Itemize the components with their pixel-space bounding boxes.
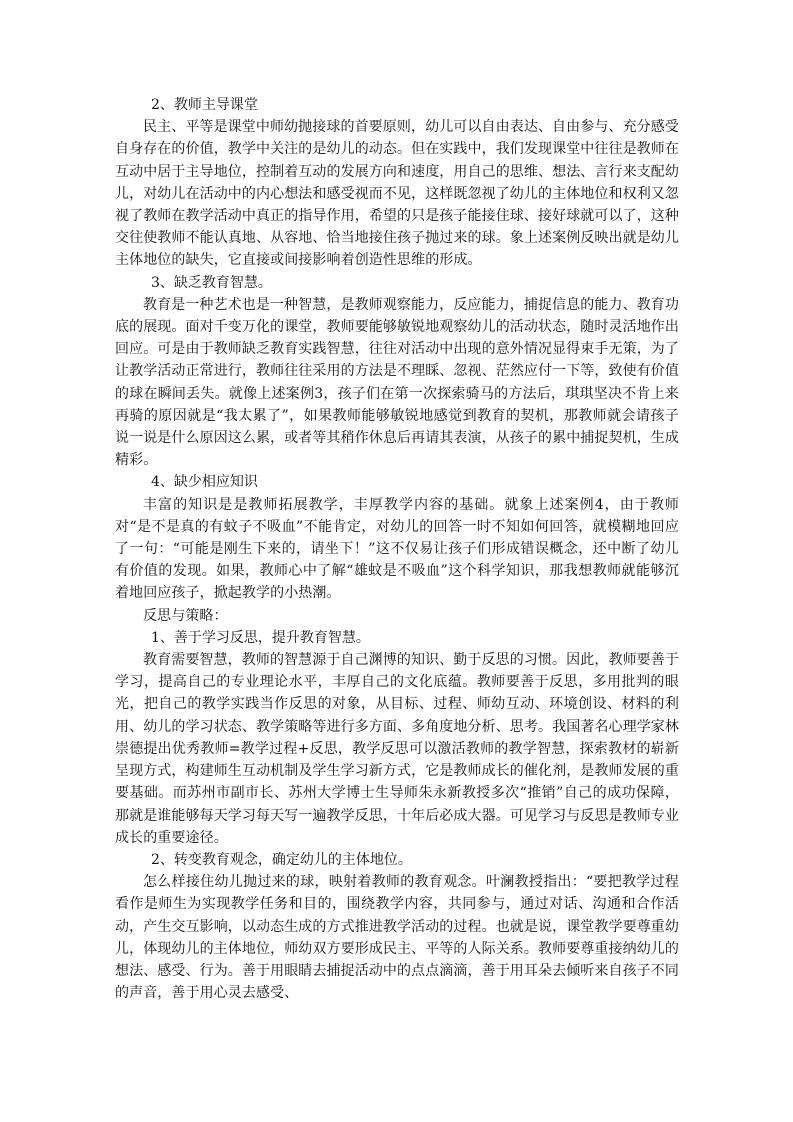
section-heading-learning-reflection: 1、善于学习反思，提升教育智慧。 xyxy=(151,629,370,646)
paragraph-catch-ball: 怎么样接住幼儿抛过来的球，映射着教师的教育观念。叶澜教授指出：“要把教学过程看作是师生为实现教学任务和目的，围绕教学内容，共同参与，通过对话、沟通和合作活动，产生交互影响，以动态生成的方式推进教学活动的过程。也就是说，课堂教学要尊重幼儿，体现幼儿的主体地位，师幼双方要形成民主、平等的人际关系。教师要尊重接纳幼儿的想法、感受、行为。善于用眼睛去捕捉活动中的点点滴滴，善于用耳朵去倾听来自孩子不同的声音，善于用心灵去感受、 xyxy=(115,874,679,1002)
paragraph-democracy-equality: 民主、平等是课堂中师幼抛接球的首要原则，幼儿可以自由表达、自由参与、充分感受自身存在的价值，教学中关注的是幼儿的动态。但在实践中，我们发现课堂中往往是教师在互动中居于主导地位，控制着互动的发展方向和速度，用自己的思维、想法、言行来支配幼儿，对幼儿在活动中的内心想法和感受视而不见，这样既忽视了幼儿的主体地位和权利又忽视了教师在教学活动中真正的指导作用，希望的只是孩子能接住球、接好球就可以了，这种交往使教师不能认真地、从容地、恰当地接住孩子抛过来的球。象上述案例反映出就是幼儿主体地位的缺失，它直接或间接影响着创造性思维的形成。 xyxy=(115,119,679,269)
paragraph-teacher-wisdom: 教育需要智慧，教师的智慧源于自己渊博的知识、勤于反思的习惯。因此，教师要善于学习，提高自己的专业理论水平，丰厚自己的文化底蕴。教师要善于反思，多用批判的眼光，把自己的教学实践当作反思的对象，从目标、过程、师幼互动、环境创设、材料的利用、幼儿的学习状态、教学策略等进行多方面、多角度地分析、思考。我国著名心理学家林崇德提出优秀教师=教学过程+反思，教学反思可以激活教师的教学智慧，探索教材的崭新呈现方式，构建师生互动机制及学生学习新方式，它是教师成长的催化剂，是教师发展的重要基础。而苏州市副市长、苏州大学博士生导师朱永新教授多次“推销”自己的成功保障，那就是谁能够每天学习每天写一遍教学反思，十年后必成大器。可见学习与反思是教师专业成长的重要途径。 xyxy=(115,652,679,846)
section-heading-child-subject: 2、转变教育观念，确定幼儿的主体地位。 xyxy=(151,851,412,868)
section-heading-lack-of-knowledge: 4、缺少相应知识 xyxy=(151,474,258,491)
paragraph-education-art: 教育是一种艺术也是一种智慧，是教师观察能力，反应能力，捕捉信息的能力、教育功底的展现。面对千变万化的课堂，教师要能够敏锐地观察幼儿的活动状态，随时灵活地作出回应。可是由于教师缺乏教育实践智慧，往往对活动中出现的意外情况显得束手无策，为了让教学活动正常进行，教师往往采用的方法是不理睬、忽视、茫然应付一下等，致使有价值的球在瞬间丢失。就像上述案例3，孩子们在第一次探索骑马的方法后，琪琪坚决不肯上来再骑的原因就是“我太累了”，如果教师能够敏锐地感觉到教育的契机，那教师就会请孩子说一说是什么原因这么累，或者等其稍作休息后再请其表演，从孩子的累中捕捉契机，生成精彩。 xyxy=(115,296,679,469)
paragraph-rich-knowledge: 丰富的知识是是教师拓展教学，丰厚教学内容的基础。就象上述案例4，由于教师对“是不是真的有蚊子不吸血”不能肯定，对幼儿的回答一时不知如何回答，就模糊地回应了一句：“可能是刚生下来的，请坐下！”这不仅易让孩子们形成错误概念，还中断了幼儿有价值的发现。如果，教师心中了解“雄蚊是不吸血”这个科学知识，那我想教师就能够沉着地回应孩子，掀起教学的小热潮。 xyxy=(115,496,679,602)
section-heading-lack-of-wisdom: 3、缺乏教育智慧。 xyxy=(151,274,272,291)
paragraph-reflection-strategy: 反思与策略： xyxy=(143,607,228,624)
section-heading-teacher-dominated: 2、教师主导课堂 xyxy=(151,97,258,113)
document-page xyxy=(115,94,679,1004)
